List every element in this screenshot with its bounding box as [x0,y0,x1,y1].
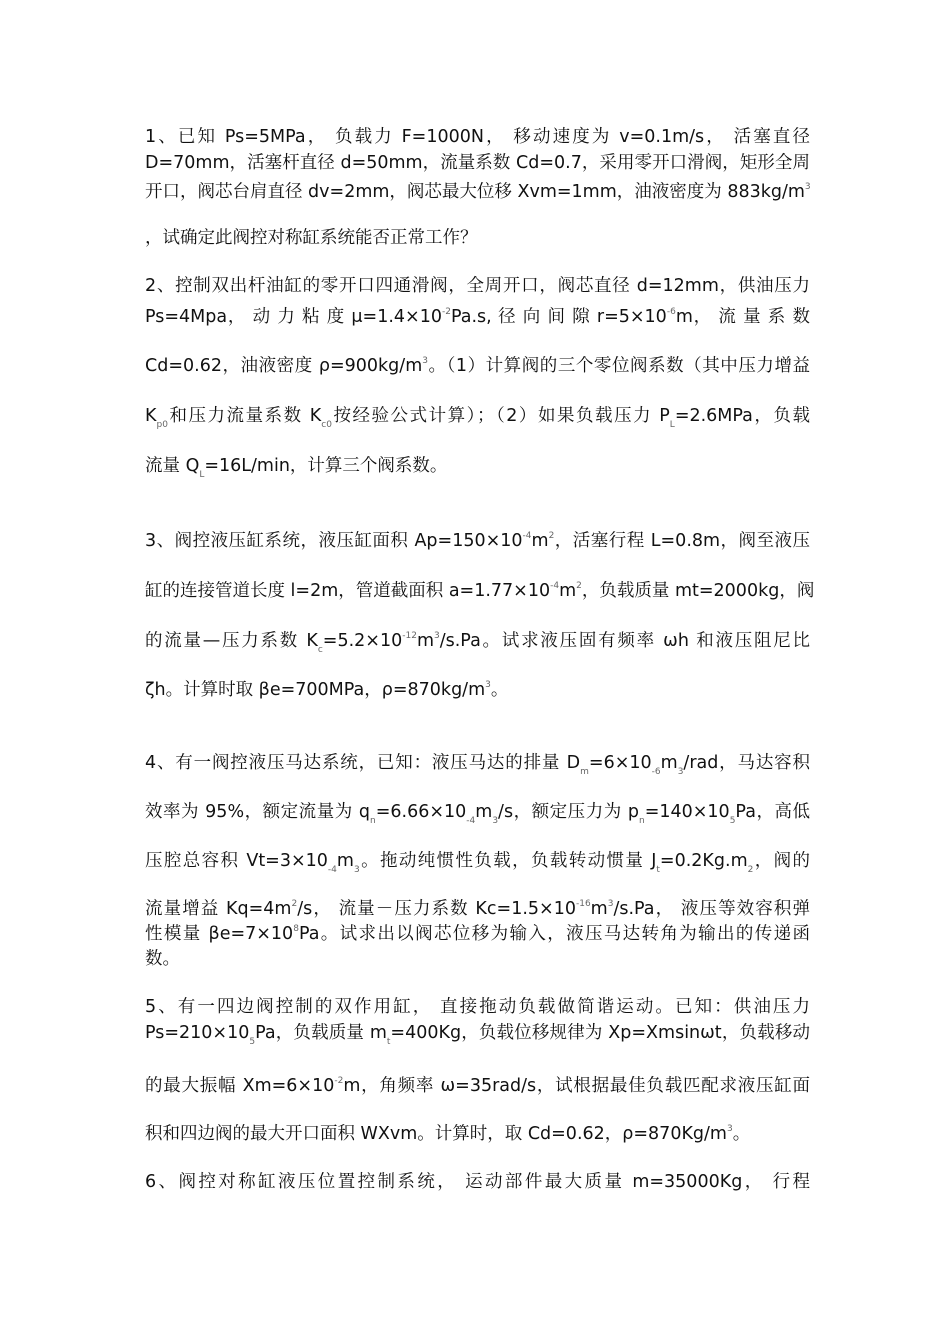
problem-5-line-1: 5、有一四边阀控制的双作用缸， 直接拖动负载做简谐运动。已知：供油压力 [145,997,810,1017]
problem-4-line-1: 4、有一阀控液压马达系统，已知：液压马达的排量 $D_m=6\times 10_{-6}m_3$/rad，马达容积 [145,753,810,777]
problem-2-line-5: 流量 $Q_L=16L/\min$，计算三个阀系数。 [145,456,448,480]
problem-2-line-2: Ps=4Mpa， 动 力 粘 度 $\mu=1.4\times 10^{-2}Pa.s$, 径 向 间 隙 $r=5\times 10^{-6}m$， 流 量 系 数 [145,307,810,327]
problem-2-line-4: $K_{p0}$和压力流量系数 $K_{c0}$按经验公式计算）；（2）如果负载压力 $P_L=2.6MPa$，负载 [145,406,810,430]
problem-5-line-4: 积和四边阀的最大开口面积 WXvm。计算时，取 Cd=0.62，$\rho=870Kg/m^3$。 [145,1124,751,1144]
problem-6-line-1: 6、阀控对称缸液压位置控制系统， 运动部件最大质量 m=35000Kg， 行程 [145,1172,810,1192]
problem-4-line-5: 性模量 $\beta e=7\times 10^8Pa$。试求出以阀芯位移为输入，液压马达转角为输出的传递函 [145,924,810,944]
problem-4-line-6: 数。 [145,949,180,969]
problem-1-line-2: D=70mm，活塞杆直径 d=50mm，流量系数 Cd=0.7，采用零开口滑阀，矩形全周 [145,153,810,173]
problem-4-line-4: 流量增益 $Kq=4m^2/s$， 流量－压力系数 $Kc=1.5\times 10^{-16}m^3/s.Pa$， 液压等效容积弹 [145,899,810,919]
problem-3-line-1: 3、阀控液压缸系统，液压缸面积 $Ap=150\times 10^{-4}m^2$，活塞行程 L=0.8m，阀至液压 [145,531,810,551]
problem-5-line-3: 的最大振幅 $Xm=6\times 10^{-2}m$，角频率 ω=35rad/s，试根据最佳负载匹配求液压缸面 [145,1076,810,1096]
problem-1-line-3: 开口，阀芯台肩直径 dv=2mm，阀芯最大位移 Xvm=1mm，油液密度为 $883kg/m^3$ [145,182,811,202]
problem-3-line-2: 缸的连接管道长度 l=2m，管道截面积 $a=1.77\times 10^{-4}m^2$，负载质量 mt=2000kg，阀 [145,581,815,601]
problem-3-line-4: ζh。计算时取 βe=700MPa，$\rho=870kg/m^3$。 [145,680,509,700]
problem-4-line-3: 压腔总容积 $Vt=3\times 10_{-4}m_3$。拖动纯惯性负载，负载转动惯量 $J_t=0.2Kg.m_2$，阀的 [145,851,811,875]
problem-2-line-1: 2、控制双出杆油缸的零开口四通滑阀，全周开口，阀芯直径 d=12mm，供油压力 [145,276,810,296]
problem-1-line-1: 1、已知 Ps=5MPa， 负载力 F=1000N， 移动速度为 v=0.1m/s， 活塞直径 [145,127,810,147]
problem-3-line-3: 的流量—压力系数 $K_c=5.2\times 10^{-12}m^3/s.Pa$。试求液压固有频率 ωh 和液压阻尼比 [145,631,811,655]
problem-5-line-2: $Ps=210\times 10_5Pa$，负载质量 $m_t=400Kg$，负载位移规律为 Xp=Xmsinωt，负载移动 [145,1023,811,1047]
problem-2-line-3: Cd=0.62，油液密度 $\rho=900kg/m^3$。（1）计算阀的三个零位阀系数（其中压力增益 [145,356,810,376]
problem-1-line-4: ，试确定此阀控对称缸系统能否正常工作？ [145,228,478,248]
problem-4-line-2: 效率为 95%，额定流量为 $q_n=6.66\times 10_{-4}m_3/s$，额定压力为 $p_n=140\times 10_5Pa$，高低 [145,802,810,826]
